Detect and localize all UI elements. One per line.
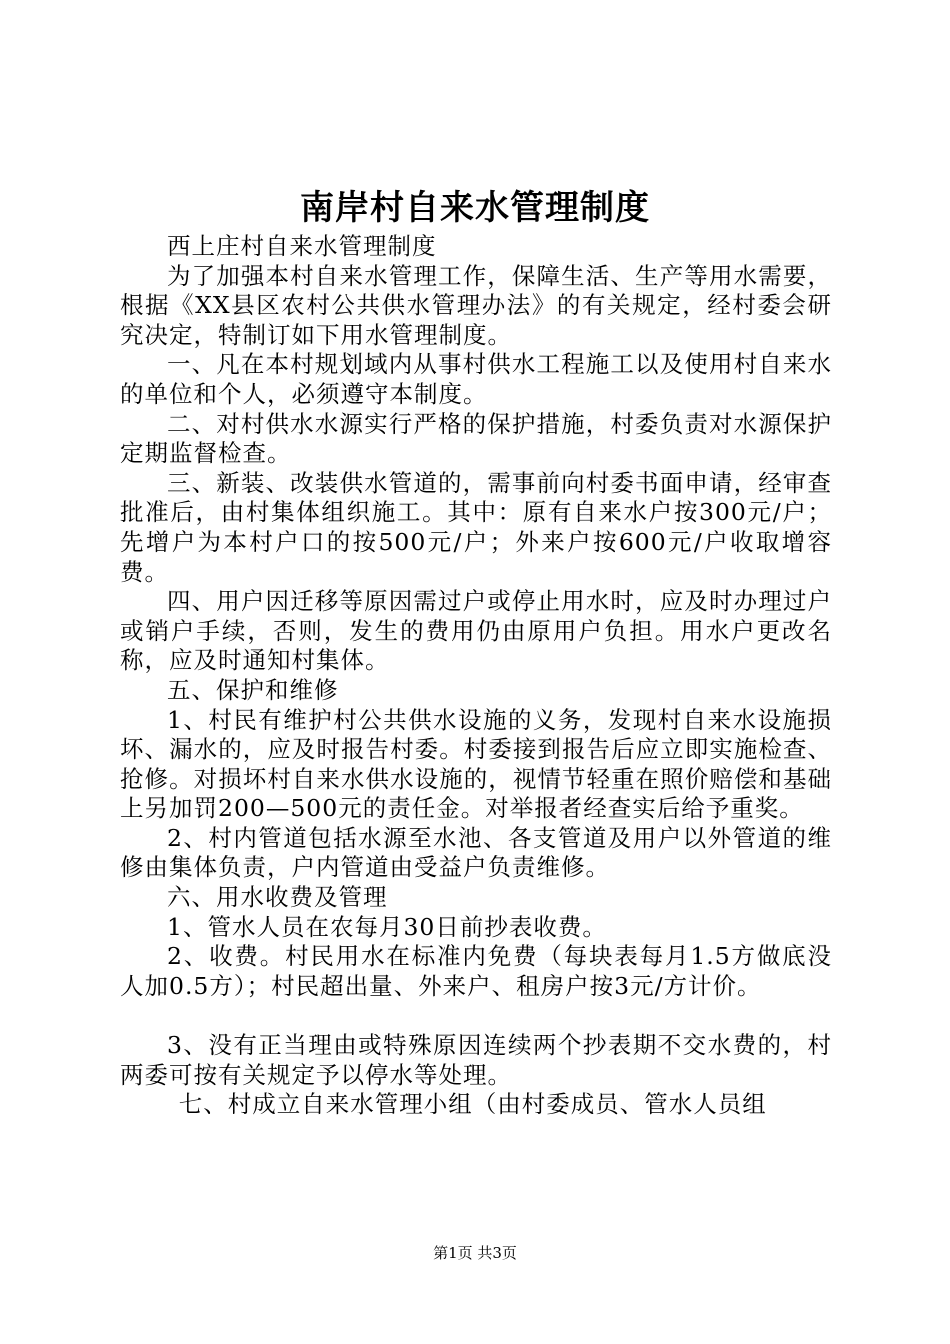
paragraph-article-5-heading: 五、保护和维修	[167, 675, 339, 704]
paragraph-article-3: 三、新装、改装供水管道的，需事前向村委书面申请，经审查批准后，由村集体组织施工。其中：原有自来水户按300元/户；先增户为本村户口的按500元/户；外来户按600元/户收取增容费。	[120, 468, 832, 586]
paragraph-article-5-item-1: 1、村民有维护村公共供水设施的义务，发现村自来水设施损坏、漏水的，应及时报告村委。村委接到报告后应立即实施检查、抢修。对损坏村自来水供水设施的，视情节轻重在照价赔偿和基础上另加罚200—500元的责任金。对举报者经查实后给予重奖。	[120, 705, 832, 823]
paragraph-article-6-item-2: 2、收费。村民用水在标准内免费（每块表每月1.5方做底没人加0.5方）；村民超出量、外来户、租房户按3元/方计价。	[120, 942, 832, 1000]
paragraph-article-1: 一、凡在本村规划域内从事村供水工程施工以及使用村自来水的单位和个人，必须遵守本制度。	[120, 350, 832, 408]
page-number-footer: 第1页 共3页	[433, 1244, 517, 1262]
document-title: 南岸村自来水管理制度	[300, 188, 650, 228]
paragraph-article-6-item-1: 1、管水人员在农每月30日前抄表收费。	[167, 912, 607, 941]
paragraph-intro: 为了加强本村自来水管理工作，保障生活、生产等用水需要，根据《XX县区农村公共供水管理办法》的有关规定，经村委会研究决定，特制订如下用水管理制度。	[120, 261, 832, 349]
paragraph-article-6-item-3: 3、没有正当理由或特殊原因连续两个抄表期不交水费的，村两委可按有关规定予以停水等处理。	[120, 1031, 832, 1089]
paragraph-article-7: 七、村成立自来水管理小组（由村委成员、管水人员组	[178, 1090, 767, 1119]
paragraph-article-4: 四、用户因迁移等原因需过户或停止用水时，应及时办理过户或销户手续，否则，发生的费用仍由原用户负担。用水户更改名称，应及时通知村集体。	[120, 587, 832, 675]
paragraph-article-5-item-2: 2、村内管道包括水源至水池、各支管道及用户以外管道的维修由集体负责，户内管道由受益户负责维修。	[120, 823, 832, 882]
paragraph-subtitle: 西上庄村自来水管理制度	[167, 232, 437, 260]
paragraph-article-6-heading: 六、用水收费及管理	[167, 883, 388, 912]
paragraph-article-2: 二、对村供水水源实行严格的保护措施，村委负责对水源保护定期监督检查。	[120, 409, 832, 468]
document-body	[120, 232, 832, 1120]
blank-line	[120, 1001, 832, 1031]
